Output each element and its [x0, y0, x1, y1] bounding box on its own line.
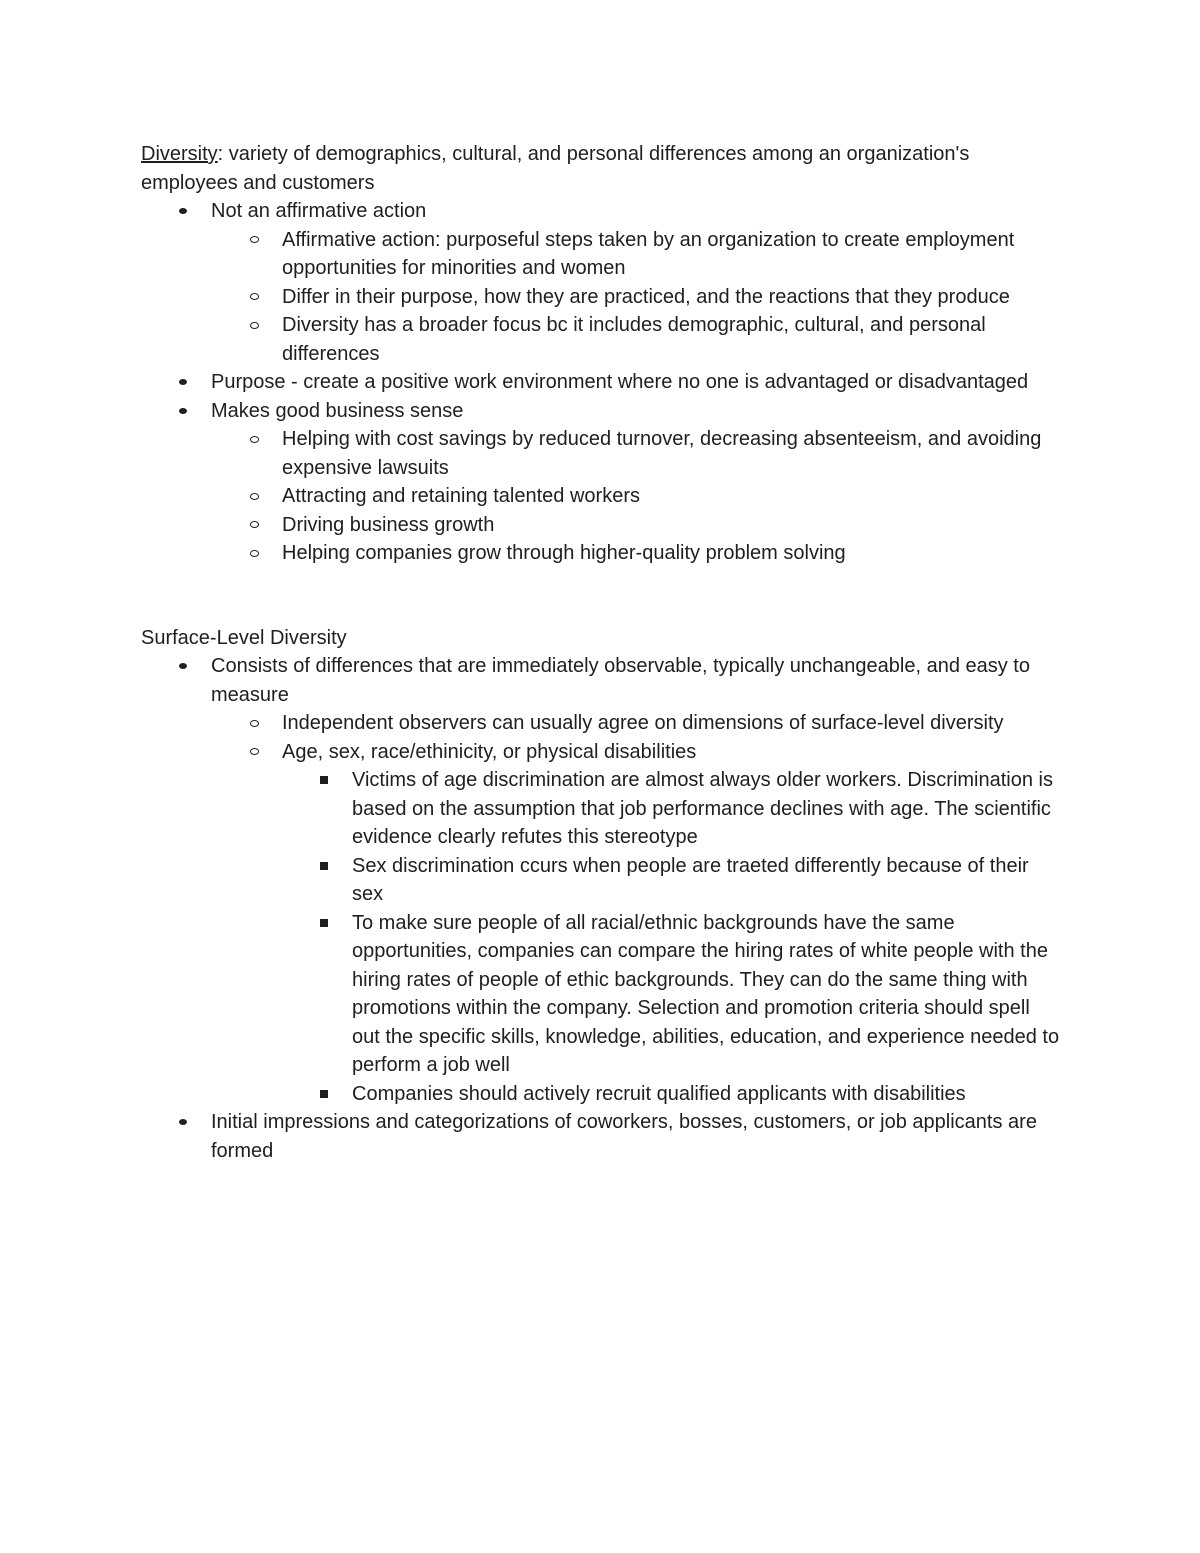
surface-level-list — [141, 652, 1061, 1165]
list-item — [141, 397, 1061, 426]
document-page — [141, 140, 1061, 1165]
bullet-square-icon — [314, 1080, 334, 1109]
list-item-text: Diversity has a broader focus bc it includes demographic, cultural, and personal differences — [282, 314, 986, 365]
list-item — [141, 852, 1061, 909]
list-item-text: To make sure people of all racial/ethnic backgrounds have the same opportunities, companies can compare the hiring rates of white people with the hiring rates of people of ethic backgrounds. They can do the same thing with promotions within the company. Selection and promotion criteria should spell out the specific skills, knowledge, abilities, education, and experience needed to perform a job well — [352, 911, 1060, 1076]
diversity-term: Diversity — [141, 143, 218, 165]
bullet-circle-icon — [244, 482, 264, 511]
list-item-text: Differ in their purpose, how they are practiced, and the reactions that they produce — [282, 285, 1010, 308]
bullet-dot-icon — [173, 397, 193, 426]
bullet-circle-icon — [244, 283, 264, 312]
list-item — [141, 1080, 1061, 1109]
bullet-square-icon — [314, 766, 334, 795]
section-gap — [141, 568, 1061, 624]
list-item — [141, 197, 1061, 226]
list-item-text: Purpose - create a positive work environment where no one is advantaged or disadvantaged — [211, 371, 1029, 393]
list-item-text: Driving business growth — [282, 513, 495, 536]
diversity-definition — [141, 140, 1061, 197]
list-item — [141, 738, 1061, 767]
list-item-text: Not an affirmative action — [211, 200, 427, 222]
bullet-circle-icon — [244, 539, 264, 568]
list-item-text: Helping companies grow through higher-quality problem solving — [282, 542, 846, 564]
bullet-circle-icon — [244, 511, 264, 540]
bullet-circle-icon — [244, 709, 264, 738]
list-item-text: Makes good business sense — [211, 399, 464, 422]
section-title: Surface-Level Diversity — [141, 626, 347, 649]
list-item-text: Affirmative action: purposeful steps taken by an organization to create employment opportunities for minorities and women — [282, 228, 1015, 279]
list-item — [141, 652, 1061, 709]
bullet-square-icon — [314, 852, 334, 881]
bullet-circle-icon — [244, 738, 264, 767]
bullet-square-icon — [314, 909, 334, 938]
list-item — [141, 283, 1061, 312]
bullet-dot-icon — [173, 197, 193, 226]
list-item — [141, 311, 1061, 368]
list-item — [141, 368, 1061, 397]
list-item — [141, 226, 1061, 283]
list-item-text: Helping with cost savings by reduced turnover, decreasing absenteeism, and avoiding expensive lawsuits — [282, 428, 1042, 479]
list-item-text: Companies should actively recruit qualified applicants with disabilities — [352, 1082, 966, 1105]
list-item — [141, 425, 1061, 482]
list-item-text: Victims of age discrimination are almost always older workers. Discrimination is based on the assumption that job performance declines with age. The scientific evidence clearly refutes this stereotype — [352, 769, 1053, 848]
list-item-text: Initial impressions and categorizations of coworkers, bosses, customers, or job applicants are formed — [211, 1111, 1037, 1162]
list-item — [141, 511, 1061, 540]
bullet-circle-icon — [244, 311, 264, 340]
diversity-definition-text: : variety of demographics, cultural, and personal differences among an organization's employees and customers — [141, 143, 970, 194]
list-item — [141, 766, 1061, 852]
bullet-circle-icon — [244, 425, 264, 454]
diversity-list — [141, 197, 1061, 568]
list-item — [141, 909, 1061, 1080]
bullet-circle-icon — [244, 226, 264, 255]
list-item — [141, 1108, 1061, 1165]
list-item-text: Sex discrimination ccurs when people are traeted differently because of their sex — [352, 854, 1029, 905]
bullet-dot-icon — [173, 1108, 193, 1137]
bullet-dot-icon — [173, 368, 193, 397]
list-item-text: Consists of differences that are immediately observable, typically unchangeable, and easy to measure — [211, 655, 1030, 706]
list-item — [141, 482, 1061, 511]
list-item-text: Attracting and retaining talented workers — [282, 485, 640, 507]
list-item — [141, 539, 1061, 568]
list-item-text: Independent observers can usually agree on dimensions of surface-level diversity — [282, 712, 1004, 734]
list-item — [141, 709, 1061, 738]
list-item-text: Age, sex, race/ethinicity, or physical disabilities — [282, 740, 697, 763]
bullet-dot-icon — [173, 652, 193, 681]
